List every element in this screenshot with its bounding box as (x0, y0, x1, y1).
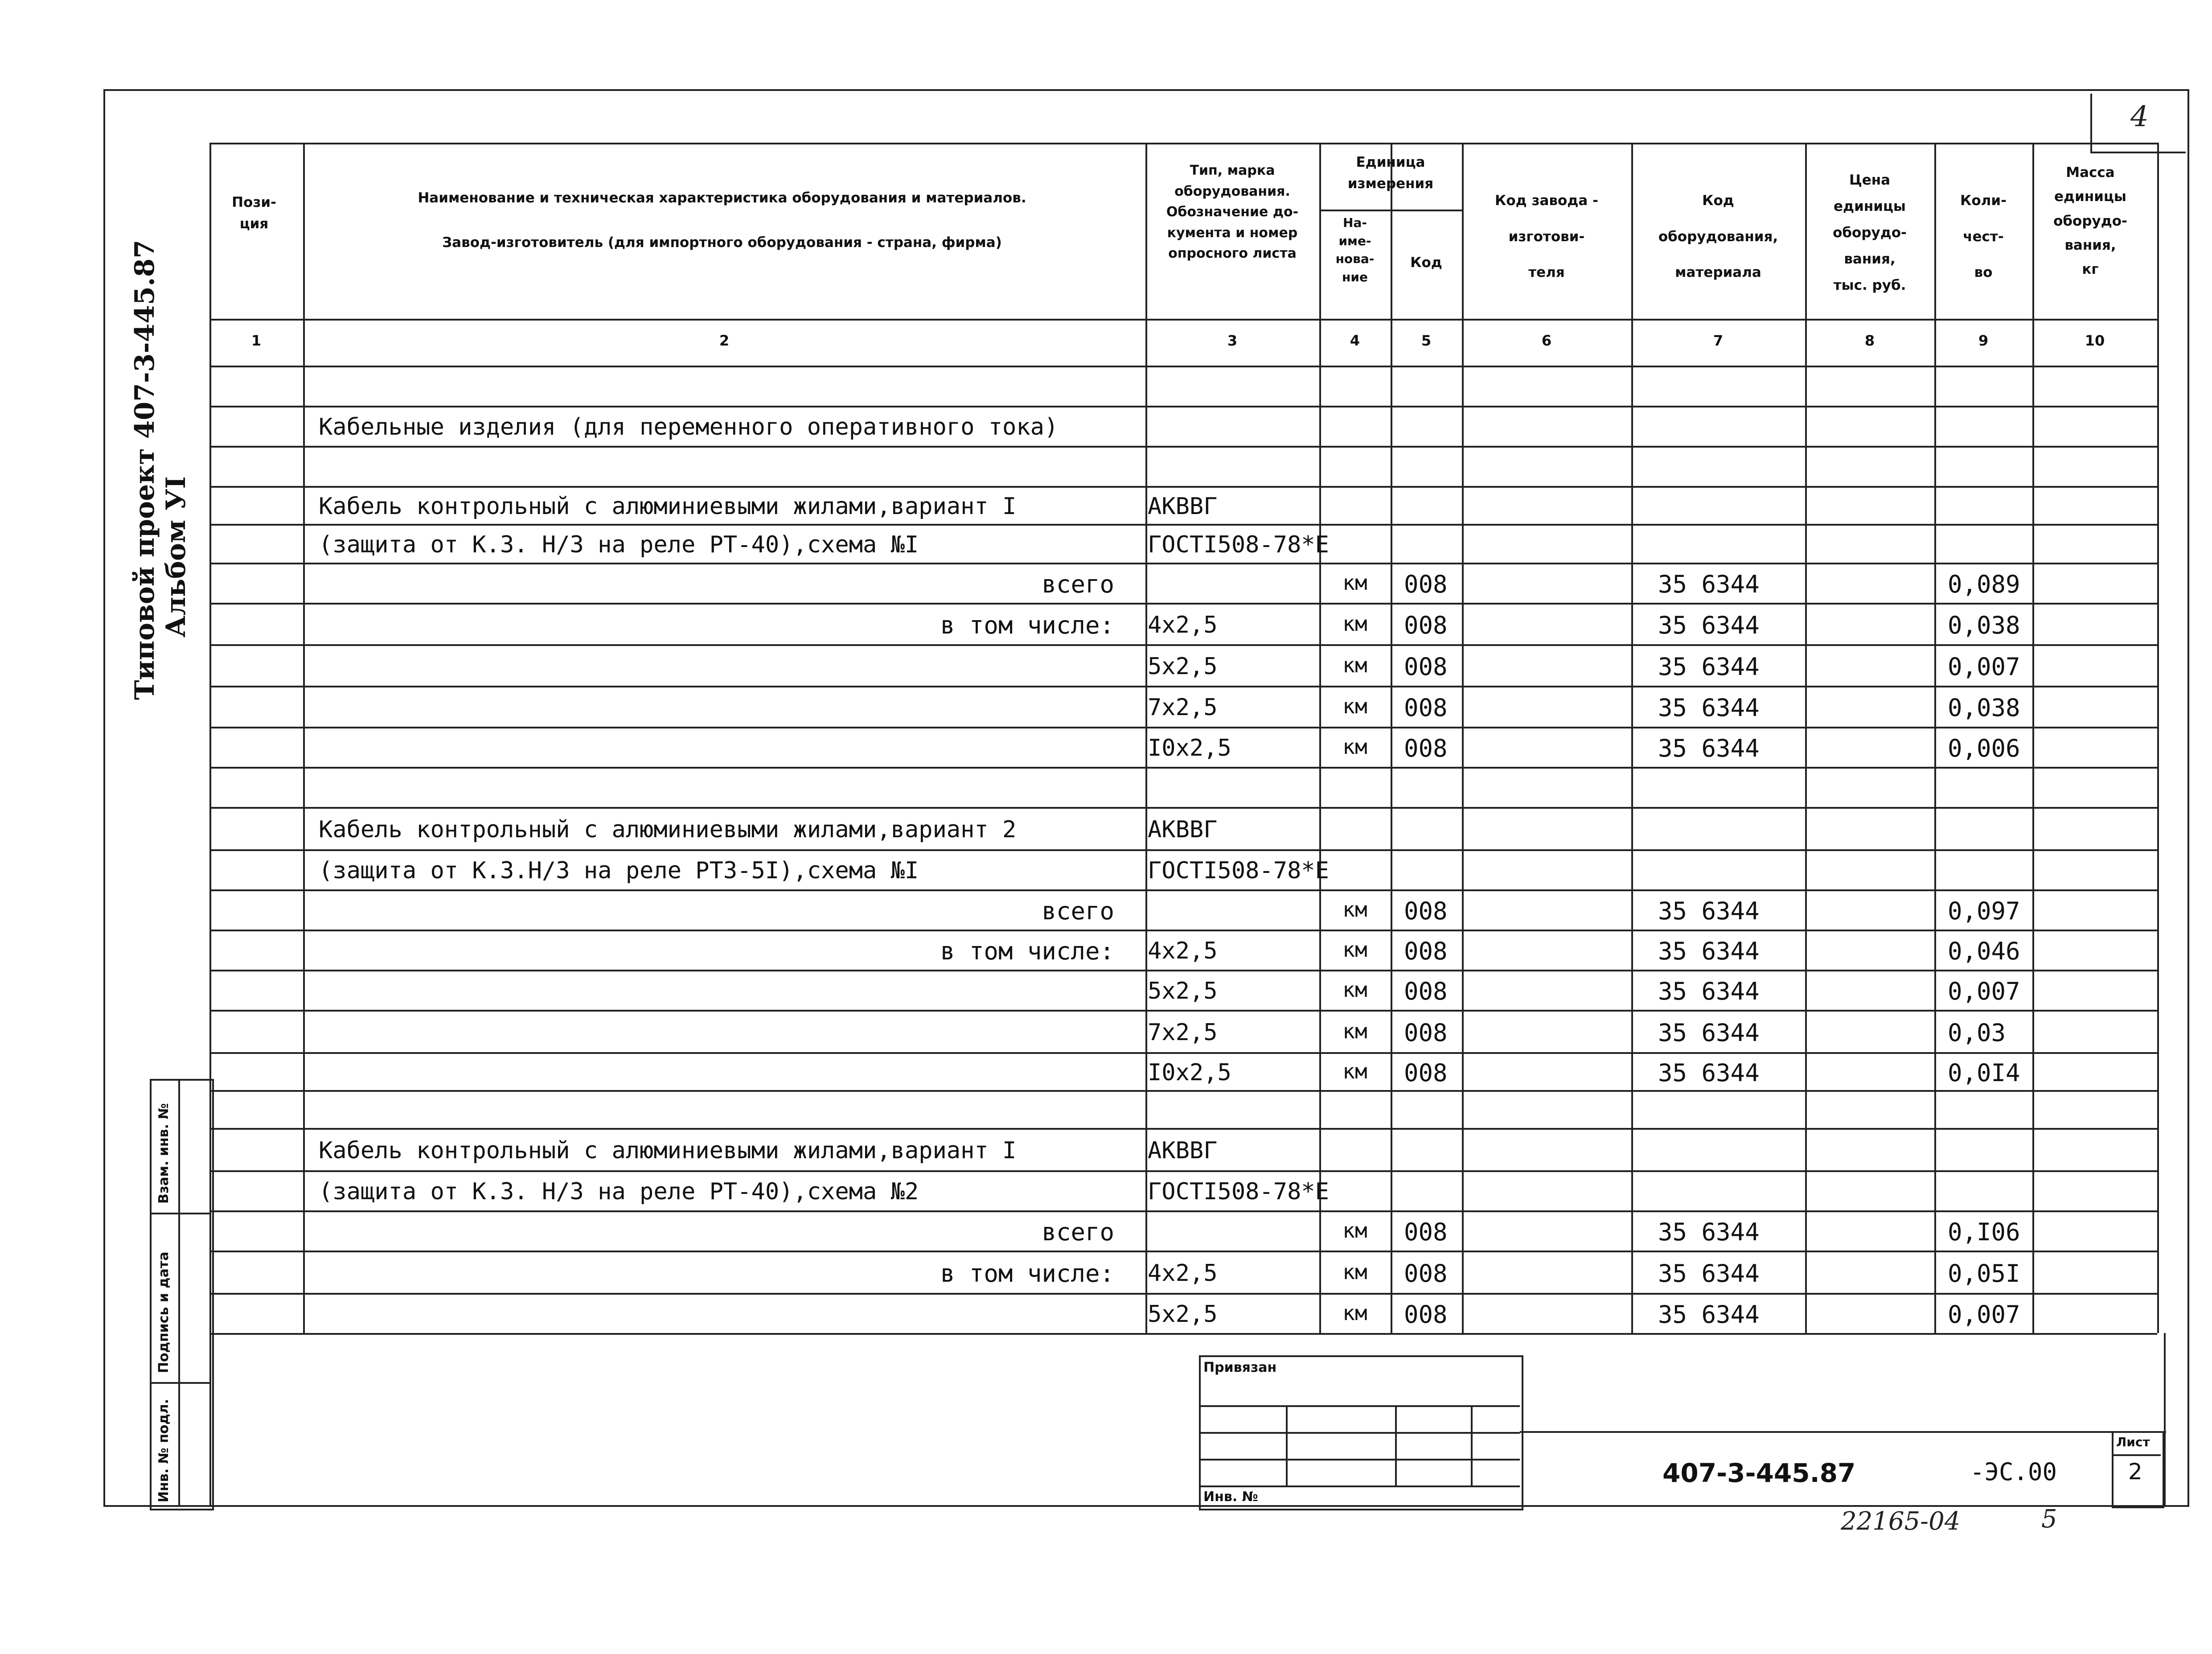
row-17-quantity: 0,0I4 (1948, 1058, 2020, 1087)
privyazan-v2 (1395, 1405, 1397, 1485)
row-line-12 (209, 889, 2157, 891)
table-vline-5 (1462, 143, 1464, 1333)
row-9-material: 35 6344 (1658, 734, 1760, 762)
doc-code: 407-3-445.87 (1662, 1458, 1856, 1488)
row-line-20 (209, 1210, 2157, 1212)
row-6-name: в том числе: (940, 611, 1114, 639)
column-number-10: 10 (2085, 332, 2105, 349)
row-21-material: 35 6344 (1658, 1218, 1760, 1246)
row-11-name: Кабель контрольный с алюминиевыми жилами,вариант 2 (319, 816, 1017, 843)
row-line-11 (209, 849, 2157, 851)
column-number-5: 5 (1421, 332, 1432, 349)
row-23-material: 35 6344 (1658, 1300, 1760, 1329)
hdr-name-line1: Наименование и техническая характеристика оборудования и материалов. (418, 190, 1026, 206)
row-16-type: 7х2,5 (1148, 1019, 1218, 1046)
row-3-name: Кабель контрольный с алюминиевыми жилами,вариант I (319, 493, 1017, 520)
row-5-quantity: 0,089 (1948, 570, 2020, 598)
row-6-quantity: 0,038 (1948, 611, 2020, 639)
sheet-number: 2 (2128, 1459, 2142, 1485)
row-1-name: Кабельные изделия (для переменного оперативного тока) (319, 414, 1059, 440)
column-number-4: 4 (1350, 332, 1360, 349)
row-4-name: (защита от К.З. Н/З на реле РТ-40),схема №I (319, 531, 919, 558)
row-14-material: 35 6344 (1658, 937, 1760, 965)
row-23-type: 5х2,5 (1148, 1301, 1218, 1328)
row-17-material: 35 6344 (1658, 1058, 1760, 1087)
row-23-code: 008 (1404, 1300, 1448, 1329)
hdr-material-code: Код оборудования, материала (1658, 193, 1778, 281)
table-vline-0 (209, 143, 211, 1333)
row-line-17 (209, 1090, 2157, 1092)
row-13-name: всего (1042, 897, 1114, 925)
hdr-type: Тип, марка оборудования. Обозначение до- кумента и номер опросного листа (1166, 163, 1299, 261)
handwritten-num: 5 (2041, 1505, 2057, 1534)
table-vline-6 (1631, 143, 1633, 1333)
row-23-quantity: 0,007 (1948, 1300, 2020, 1329)
stamp-podpis: Подпись и дата (156, 1251, 172, 1373)
stamp-vzam: Взам. инв. № (156, 1103, 172, 1204)
table-vline-9 (2032, 143, 2034, 1333)
row-19-type: АКВВГ (1148, 1137, 1218, 1164)
column-number-9: 9 (1978, 332, 1989, 349)
row-line-2 (209, 486, 2157, 488)
column-number-6: 6 (1541, 332, 1552, 349)
hdr-quantity: Коли- чест- во (1960, 193, 2007, 281)
row-line-9 (209, 767, 2157, 769)
hdr-unit-code: Код (1410, 255, 1442, 271)
table-vline-2 (1145, 143, 1147, 1333)
row-16-quantity: 0,03 (1948, 1018, 2006, 1047)
hdr-unit-name: На- име- нова- ние (1335, 215, 1375, 284)
row-5-unit: км (1342, 571, 1367, 595)
corner-page-number: 4 (2130, 100, 2149, 133)
row-line-19 (209, 1170, 2157, 1172)
row-line-16 (209, 1052, 2157, 1054)
privyazan-v3 (1471, 1405, 1473, 1485)
hdr-position: Пози- ция (232, 194, 276, 232)
row-13-code: 008 (1404, 897, 1448, 925)
row-line-1 (209, 446, 2157, 448)
row-22-quantity: 0,05I (1948, 1259, 2020, 1288)
stamp-inv: Инв. № подл. (156, 1399, 172, 1502)
row-line-10 (209, 807, 2157, 809)
table-vline-7 (1805, 143, 1807, 1333)
row-9-code: 008 (1404, 734, 1448, 762)
row-line-7 (209, 686, 2157, 687)
row-17-code: 008 (1404, 1058, 1448, 1087)
row-21-quantity: 0,I06 (1948, 1218, 2020, 1246)
row-line-6 (209, 644, 2157, 646)
frame-left-lower (209, 1333, 211, 1507)
hdr-price: Цена единицы оборудо- вания, тыс. руб. (1833, 172, 1907, 293)
sheet-sep (2112, 1454, 2161, 1456)
side-title-line2: Альбом УI (160, 476, 192, 638)
row-8-type: 7х2,5 (1148, 694, 1218, 721)
row-22-code: 008 (1404, 1259, 1448, 1288)
row-line-15 (209, 1010, 2157, 1012)
row-5-code: 008 (1404, 570, 1448, 598)
privyazan-v1 (1286, 1405, 1288, 1485)
column-number-3: 3 (1227, 332, 1238, 349)
row-17-unit: км (1342, 1059, 1367, 1083)
row-16-code: 008 (1404, 1018, 1448, 1047)
row-21-name: всего (1042, 1218, 1114, 1246)
row-22-type: 4х2,5 (1148, 1259, 1218, 1287)
privyazan-row3 (1199, 1485, 1520, 1487)
row-6-type: 4х2,5 (1148, 611, 1218, 638)
row-14-code: 008 (1404, 937, 1448, 965)
row-7-code: 008 (1404, 652, 1448, 681)
row-8-code: 008 (1404, 694, 1448, 722)
row-4-type: ГОСТI508-78*Е (1148, 531, 1329, 558)
row-14-name: в том числе: (940, 937, 1114, 965)
row-9-unit: км (1342, 735, 1367, 759)
row-13-quantity: 0,097 (1948, 897, 2020, 925)
row-20-name: (защита от К.З. Н/З на реле РТ-40),схема №2 (319, 1178, 919, 1205)
hdr-mass: Масса единицы оборудо- вания, кг (2053, 165, 2127, 277)
row-line-18 (209, 1128, 2157, 1130)
numbers-bottom-line (209, 366, 2157, 367)
row-19-name: Кабель контрольный с алюминиевыми жилами,вариант I (319, 1137, 1017, 1164)
row-16-material: 35 6344 (1658, 1018, 1760, 1047)
row-11-type: АКВВГ (1148, 816, 1218, 843)
column-number-2: 2 (719, 332, 730, 349)
table-vline-10 (2157, 143, 2159, 1333)
row-5-name: всего (1042, 570, 1114, 598)
hdr-name-line2: Завод-изготовитель (для импортного оборудования - страна, фирма) (442, 235, 1002, 251)
column-number-1: 1 (251, 332, 262, 349)
row-15-unit: км (1342, 978, 1367, 1002)
row-line-21 (209, 1251, 2157, 1252)
row-9-quantity: 0,006 (1948, 734, 2020, 762)
row-line-22 (209, 1293, 2157, 1295)
row-8-unit: км (1342, 694, 1367, 718)
row-line-3 (209, 524, 2157, 526)
hdr-unit-group: Единица измерения (1347, 154, 1434, 192)
sheet-label: Лист (2116, 1435, 2150, 1449)
row-7-quantity: 0,007 (1948, 652, 2020, 681)
row-7-unit: км (1342, 653, 1367, 677)
row-17-type: I0х2,5 (1148, 1059, 1231, 1086)
row-line-4 (209, 563, 2157, 564)
handwritten-code: 22165-04 (1841, 1507, 1961, 1536)
row-line-13 (209, 930, 2157, 931)
row-8-material: 35 6344 (1658, 694, 1760, 722)
unit-group-split (1391, 210, 1392, 1333)
row-14-unit: км (1342, 938, 1367, 962)
side-title-line1: Типовой проект 407-3-445.87 (129, 239, 160, 700)
inv-no-label: Инв. № (1203, 1489, 1258, 1505)
row-22-unit: км (1342, 1259, 1367, 1284)
row-12-name: (защита от К.З.Н/З на реле РТЗ-5I),схема №I (319, 857, 919, 884)
row-22-material: 35 6344 (1658, 1259, 1760, 1288)
row-13-material: 35 6344 (1658, 897, 1760, 925)
row-6-material: 35 6344 (1658, 611, 1760, 639)
header-bottom-line (209, 319, 2157, 321)
row-15-type: 5х2,5 (1148, 978, 1218, 1004)
table-vline-1 (303, 143, 305, 1333)
column-number-8: 8 (1864, 332, 1875, 349)
row-21-code: 008 (1404, 1218, 1448, 1246)
column-number-7: 7 (1713, 332, 1724, 349)
row-line-0 (209, 406, 2157, 407)
privyazan-label: Привязан (1203, 1360, 1277, 1375)
row-6-unit: км (1342, 611, 1367, 636)
row-15-code: 008 (1404, 977, 1448, 1005)
row-line-14 (209, 970, 2157, 971)
row-7-material: 35 6344 (1658, 652, 1760, 681)
row-9-type: I0х2,5 (1148, 735, 1231, 761)
row-15-material: 35 6344 (1658, 977, 1760, 1005)
row-23-unit: км (1342, 1301, 1367, 1325)
row-14-type: 4х2,5 (1148, 938, 1218, 964)
row-16-unit: км (1342, 1019, 1367, 1043)
row-line-8 (209, 727, 2157, 728)
unit-group-line (1319, 210, 1462, 211)
row-22-name: в том числе: (940, 1259, 1114, 1288)
row-21-unit: км (1342, 1218, 1367, 1243)
table-bottom-line (209, 1333, 2157, 1335)
doc-suffix: -ЭС.00 (1970, 1458, 2057, 1486)
row-14-quantity: 0,046 (1948, 937, 2020, 965)
row-20-type: ГОСТI508-78*Е (1148, 1178, 1329, 1205)
table-vline-8 (1934, 143, 1936, 1333)
row-5-material: 35 6344 (1658, 570, 1760, 598)
hdr-factory-code: Код завода - изготови- теля (1495, 193, 1598, 281)
row-13-unit: км (1342, 897, 1367, 922)
row-12-type: ГОСТI508-78*Е (1148, 857, 1329, 884)
row-line-5 (209, 603, 2157, 605)
row-8-quantity: 0,038 (1948, 694, 2020, 722)
row-3-type: АКВВГ (1148, 493, 1218, 520)
row-7-type: 5х2,5 (1148, 653, 1218, 680)
row-6-code: 008 (1404, 611, 1448, 639)
table-top-line (209, 143, 2157, 144)
row-15-quantity: 0,007 (1948, 977, 2020, 1005)
title-top-line (1520, 1431, 2166, 1433)
